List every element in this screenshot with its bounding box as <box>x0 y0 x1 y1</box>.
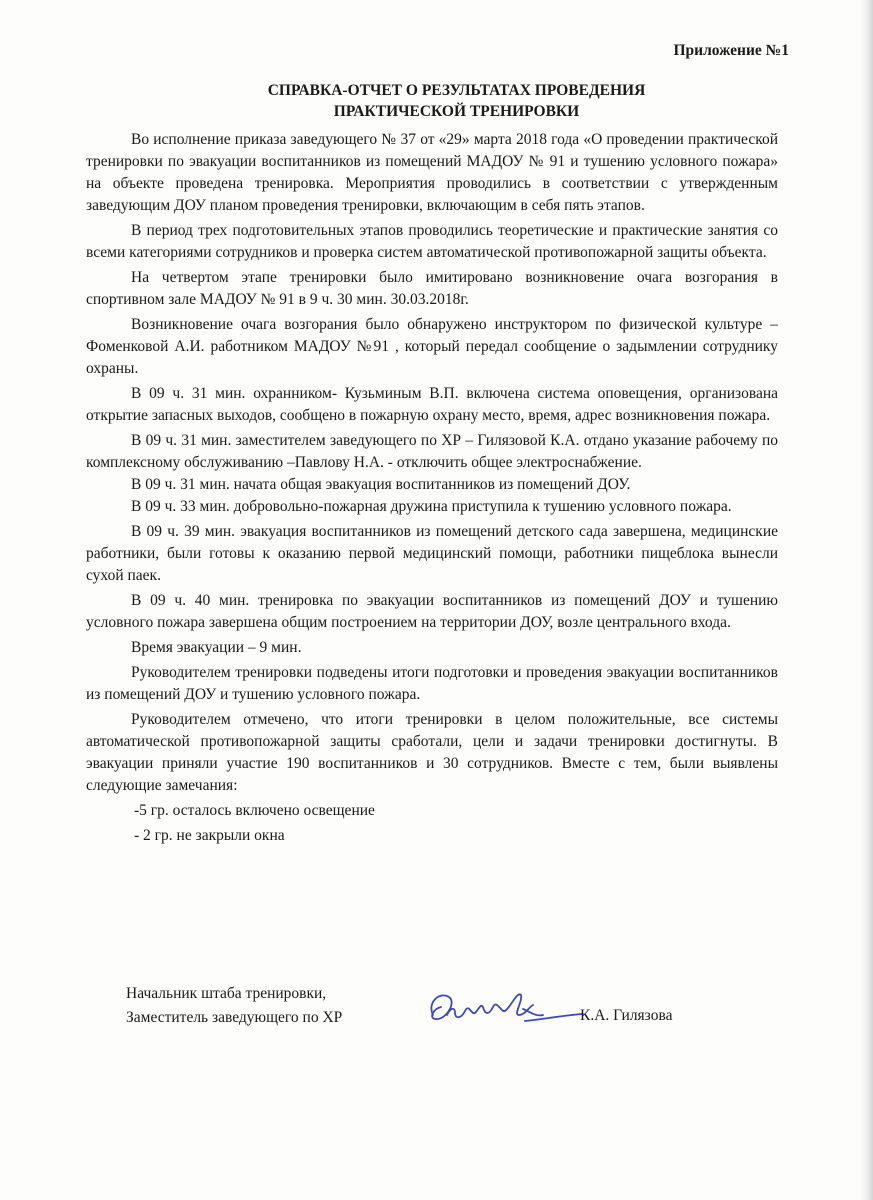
page-edge-shading <box>857 0 873 1200</box>
document-title <box>0 80 873 122</box>
paragraph: В 09 ч. 40 мин. тренировка по эвакуации воспитанников из помещений ДОУ и тушению условного пожара завершена общим построением на территории ДОУ, возле центрального входа. <box>86 592 778 631</box>
handwritten-signature <box>425 985 585 1033</box>
signatory-title-line-2: Заместитель заведующего по ХР <box>126 1009 343 1026</box>
paragraph: Руководителем отмечено, что итоги тренировки в целом положительные, все системы автоматической противопожарной защиты сработали, цели и задачи тренировки достигнуты. В эвакуации приняли участие 190 воспитанников и 30 сотрудников. Вместе с тем, были выявлены следующие замечания: <box>86 711 778 794</box>
paragraph: В 09 ч. 31 мин. заместителем заведующего по ХР – Гилязовой К.А. отдано указание рабочему по комплексному обслуживанию –Павлову Н.А. - отключить общее электроснабжение. <box>86 432 778 471</box>
paragraph: Время эвакуации – 9 мин. <box>131 639 302 656</box>
remark-item: -5 гр. осталось включено освещение <box>134 802 375 819</box>
appendix-label: Приложение №1 <box>673 42 789 59</box>
paragraph: Возникновение очага возгорания было обнаружено инструктором по физической культуре –Фоменковой А.И. работником МАДОУ №91 , который передал сообщение о задымлении сотруднику охраны. <box>86 316 778 377</box>
paragraph: Во исполнение приказа заведующего № 37 от «29» марта 2018 года «О проведении практической тренировки по эвакуации воспитанников из помещений МАДОУ № 91 и тушению условного пожара» на объекте проведена тренировка. Мероприятия проводились в соответствии с утвержденным заведующим ДОУ планом проведения тренировки, включающим в себя пять этапов. <box>86 131 778 214</box>
paragraph: В 09 ч. 31 мин. начата общая эвакуация воспитанников из помещений ДОУ. <box>131 476 631 493</box>
paragraph: В 09 ч. 39 мин. эвакуация воспитанников из помещений детского сада завершена, медицинские работники, были готовы к оказанию первой медицинский помощи, работники пищеблока вынесли сухой паек. <box>86 523 778 584</box>
signatory-title <box>126 982 342 1030</box>
signatory-title-line-1: Начальник штаба тренировки, <box>126 985 327 1002</box>
remark-item: - 2 гр. не закрыли окна <box>134 827 285 844</box>
paragraph: В 09 ч. 33 мин. добровольно-пожарная дружина приступила к тушению условного пожара. <box>131 498 732 515</box>
signatory-name: К.А. Гилязова <box>580 1007 673 1024</box>
paragraph: На четвертом этапе тренировки было имитировано возникновение очага возгорания в спортивном зале МАДОУ № 91 в 9 ч. 30 мин. 30.03.2018г. <box>86 269 778 308</box>
paragraph: В 09 ч. 31 мин. охранником- Кузьминым В.П. включена система оповещения, организована открытие запасных выходов, сообщено в пожарную охрану место, время, адрес возникновения пожара. <box>86 385 778 424</box>
title-line-1: СПРАВКА-ОТЧЕТ О РЕЗУЛЬТАТАХ ПРОВЕДЕНИЯ <box>267 82 646 99</box>
paragraph: В период трех подготовительных этапов проводились теоретические и практические занятия со всеми категориями сотрудников и проверка систем автоматической противопожарной защиты объекта. <box>86 222 778 261</box>
report-body <box>86 129 778 847</box>
paragraph: Руководителем тренировки подведены итоги подготовки и проведения эвакуации воспитанников из помещений ДОУ и тушению условного пожара. <box>86 664 778 703</box>
title-line-2: ПРАКТИЧЕСКОЙ ТРЕНИРОВКИ <box>333 103 580 120</box>
